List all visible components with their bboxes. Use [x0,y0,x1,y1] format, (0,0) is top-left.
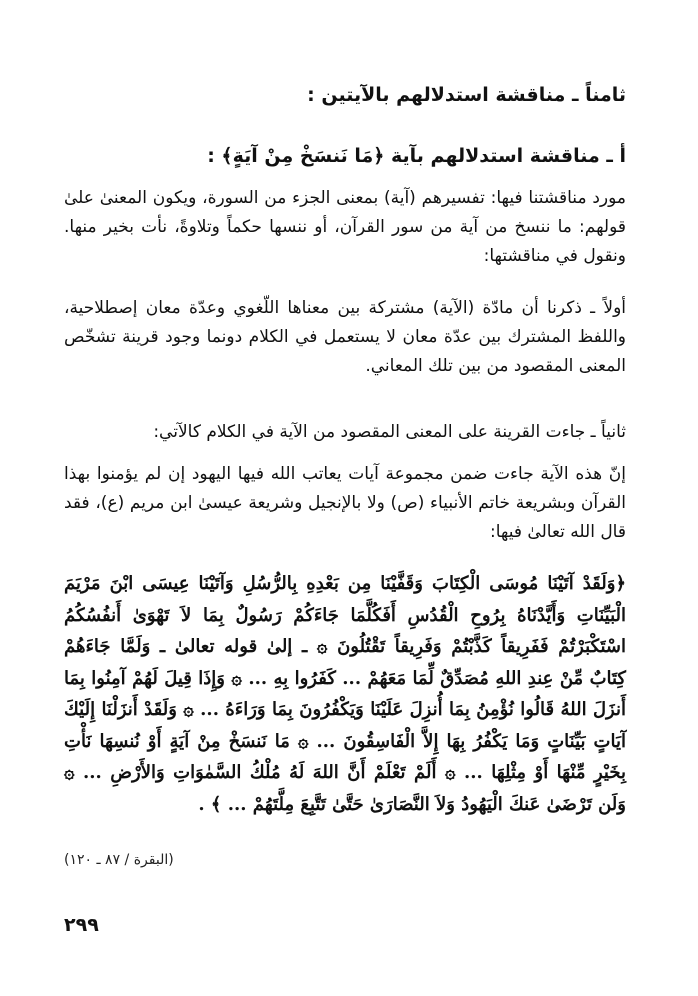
paragraph-3: ثانياً ـ جاءت القرينة على المعنى المقصود من الآية في الكلام كالآتي: [153,422,626,442]
verse-citation: (البقرة / ٨٧ ـ ١٢٠) [64,852,174,868]
sub-heading: أ ـ مناقشة استدلالهم بآية ﴿مَا نَنسَخْ مِنْ آيَةٍ﴾ : [207,145,626,167]
paragraph-4: إنّ هذه الآية جاءت ضمن مجموعة آيات يعاتب الله فيها اليهود إن لم يؤمنوا بهذا القرآن وبشريعة خاتم الأنبياء (ص) ولا بالإنجيل وشريعة عيسىٰ ابن مريم (ع)، فقد قال الله تعالىٰ فيها: [64,464,626,542]
section-heading: ثامناً ـ مناقشة استدلالهم بالآيتين : [307,84,626,106]
paragraph-1: مورد مناقشتنا فيها: تفسيرهم (آية) بمعنى الجزء من السورة، ويكون المعنىٰ علىٰ قولهم: ما ننسخ من آية من سور القرآن، أو ننسها حكماً وتلاوةً، نأت بخير منها. ونقول في مناقشتها: [64,188,626,266]
page-number: ٢٩٩ [64,914,99,936]
paragraph-2: أولاً ـ ذكرنا أن مادّة (الآية) مشتركة بين معناها اللّغوي وعدّة معان إصطلاحية، واللفظ المشترك بين عدّة معان لا يستعمل في الكلام دونما وجود قرينة تشخّص المعنى المقصود من بين تلك المعاني. [64,298,626,376]
quran-passage: ﴿وَلَقَدْ آتَيْنَا مُوسَى الْكِتَابَ وَقَفَّيْنَا مِن بَعْدِهِ بِالرُّسُلِ وَآتَيْنَا عِيسَى ابْنَ مَرْيَمَ الْبَيِّنَاتِ وَأَيَّدْنَاهُ بِرُوحِ الْقُدُسِ أَفَكُلَّمَا جَاءَكُمْ رَسُولٌ بِمَا لاَ تَهْوَىٰ أَنفُسُكُمُ اسْتَكْبَرْتُمْ فَفَرِيقاً كَذَّبْتُمْ وَفَرِيقاً تَقْتُلُونَ ۞ ـ إلىٰ قوله تعالىٰ ـ وَلَمَّا جَاءَهُمْ كِتَابٌ مِّنْ عِندِ اللهِ مُصَدِّقٌ لِّمَا مَعَهُمْ ... كَفَرُوا بِهِ ... ۞ وَإِذَا قِيلَ لَهُمْ آمِنُوا بِمَا أَنزَلَ اللهُ قَالُوا نُؤْمِنُ بِمَا أُنزِلَ عَلَيْنَا وَيَكْفُرُونَ بِمَا وَرَاءَهُ ... ۞ وَلَقَدْ أَنزَلْنَا إِلَيْكَ آيَاتٍ بَيِّنَاتٍ وَمَا يَكْفُرُ بِهَا إِلاَّ الْفَاسِقُونَ ... ۞ مَا نَنسَخْ مِنْ آيَةٍ أَوْ نُنسِهَا نَأْتِ بِخَيْرٍ مِّنْهَا أَوْ مِثْلِهَا ... ۞ أَلَمْ تَعْلَمْ أَنَّ اللهَ لَهُ مُلْكُ السَّمٰوَاتِ وَالأَرْضِ ... ۞ وَلَن تَرْضَىٰ عَنكَ الْيَهُودُ وَلاَ النَّصَارَىٰ حَتَّىٰ تَتَّبِعَ مِلَّتَهُمْ ... ﴾ . [64,573,626,815]
